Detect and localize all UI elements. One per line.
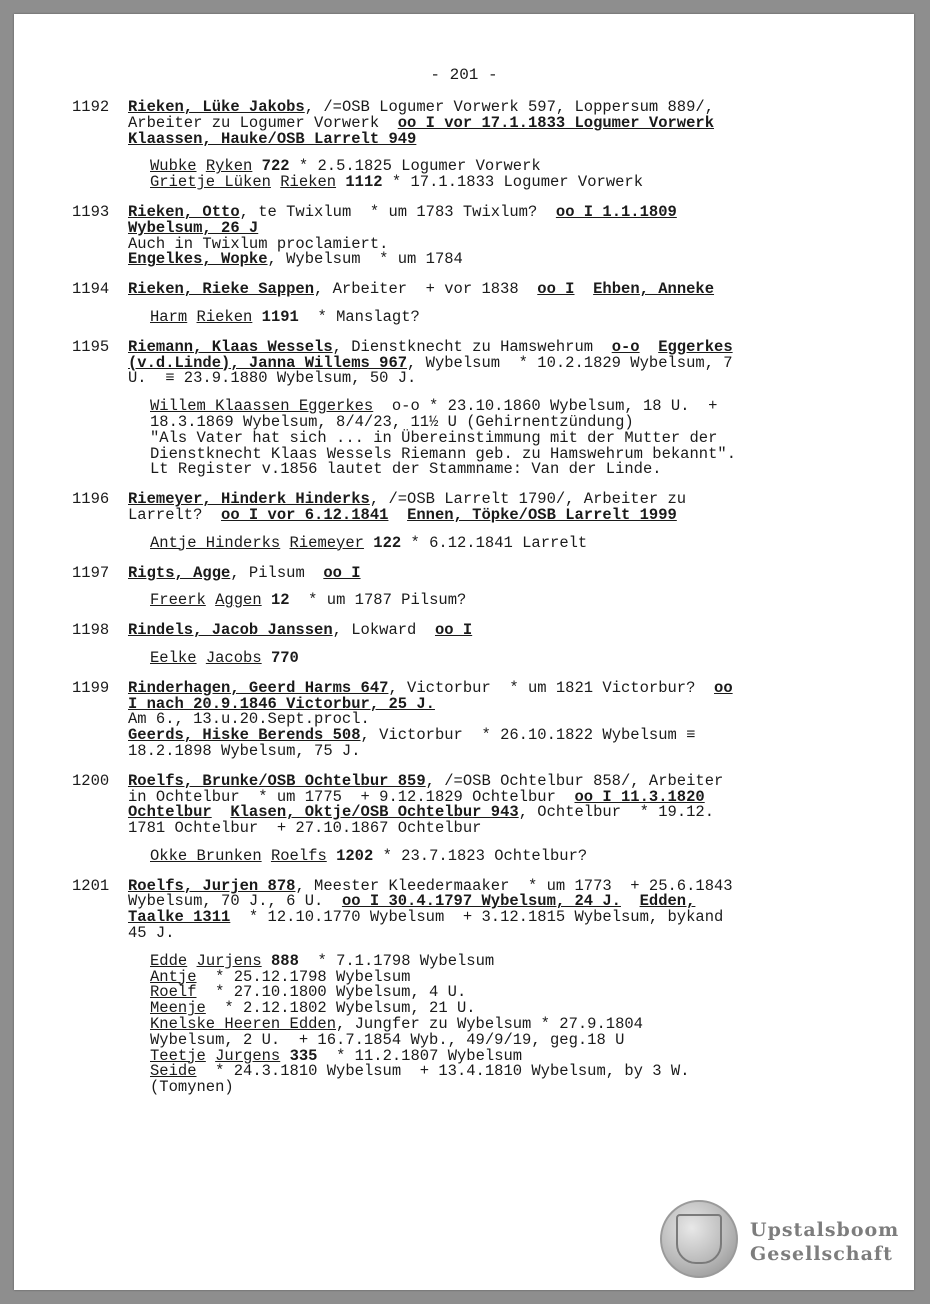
child-text: * 7.1.1798 Wybelsum [298,951,495,970]
child-line: "Als Vater hat sich ... in Übereinstimmung mit der Mutter der [150,428,718,447]
child-given-name: Eelke [150,648,197,667]
child-text: * 11.2.1807 Wybelsum [317,1046,523,1065]
child-line: 18.3.1869 Wybelsum, 8/4/23, 11½ U (Gehirnentzündung) [150,412,634,431]
child-text: * 17.1.1833 Logumer Vorwerk [382,173,644,192]
child-given-name: Wubke [150,157,197,176]
child-text: * 27.10.1800 Wybelsum, 4 U. [196,983,467,1002]
child-text: , Jungfer zu Wybelsum * 27.9.1804 [336,1015,643,1034]
spouse-name: Taalke 1311 [128,908,231,927]
child-given-name: Teetje [150,1046,206,1065]
entry-text: , Arbeiter + vor 1838 [314,280,538,299]
entry-line [128,623,852,639]
child-given-name: Seide [150,1062,197,1081]
child-given-name: Antje [150,967,197,986]
marriage-info: oo I [537,280,575,299]
society-name-line1: Upstalsboom [750,1219,900,1241]
entry-1201 [72,876,852,1097]
child-given-name: Roelf [150,983,197,1002]
entry-1200 [72,771,852,865]
entry-line: U. ≡ 23.9.1880 Wybelsum, 50 J. [128,369,417,388]
entry-line: 45 J. [128,924,175,943]
seal-emblem-icon [676,1214,722,1264]
child-text: o-o * 23.10.1860 Wybelsum, 18 U. + [373,397,718,416]
child-given-name: Antje Hinderks [150,533,281,552]
child-text: * um 1787 Pilsum? [289,591,467,610]
marriage-info: oo I [434,621,473,640]
entry-text: Larrelt? [128,505,222,524]
entry-1197 [72,563,852,610]
entry-text: , /=OSB Ochtelbur 858/, Arbeiter [425,771,724,790]
entry-body [128,282,852,326]
entry-text: , Victorbur * um 1821 Victorbur? [388,678,715,697]
entry-text: , Lokward [332,621,435,640]
spouse-name: (v.d.Linde), Janna Willems 967 [128,353,408,372]
marriage-info: oo I 11.3.1820 [574,787,705,806]
child-surname: Riemeyer [289,533,364,552]
society-name-line2: Gesellschaft [750,1243,893,1265]
child-line [128,846,852,865]
child-given-name: Knelske Heeren Edden [150,1015,337,1034]
entry-number: 1198 [72,621,110,640]
marriage-info: oo I vor 17.1.1833 Logumer Vorwerk [397,113,715,132]
child-line [128,307,852,326]
child-ref: 335 [289,1046,318,1065]
marriage-info: oo I [323,563,361,582]
entry-1193 [72,202,852,269]
child-text: * 25.12.1798 Wybelsum [196,967,411,986]
entry-body [128,876,852,1097]
spouse-name: Geerds, Hiske Berends 508 [128,726,361,745]
child-ref: 1202 [336,846,374,865]
spouse-name: Engelkes, Wopke [128,250,268,269]
person-name: Rieken, Otto [128,202,240,221]
spouse-name: Ehben, Anneke [593,280,715,299]
entry-text: , Pilsum [230,563,324,582]
entry-number: 1192 [72,98,110,116]
child-surname: Jurjens [196,951,262,970]
entry-line [128,910,852,926]
entry-1198 [72,623,852,667]
entry-1194 [72,282,852,326]
child-text: * 2.12.1802 Wybelsum, 21 U. [205,999,476,1018]
child-given-name: Grietje Lüken [150,173,271,192]
child-given-name: Edde [150,951,188,970]
child-given-name: Freerk [150,591,206,610]
entries-list [72,100,852,1110]
child-text: * 24.3.1810 Wybelsum + 13.4.1810 Wybelsum, by 3 W. [196,1062,690,1081]
child-line [128,593,852,609]
marriage-info: oo [714,678,733,697]
document-page [14,14,914,1290]
marriage-info: oo I 1.1.1809 [555,202,677,221]
entry-body [128,623,852,667]
person-name: Rieken, Rieke Sappen [128,280,315,299]
person-name: Riemann, Klaas Wessels [128,337,333,356]
child-ref: 1112 [345,173,383,192]
entry-line: Am 6., 13.u.20.Sept.procl. [128,710,370,729]
entry-text: * 12.10.1770 Wybelsum + 3.12.1815 Wybelsum, bykand [230,908,724,927]
child-line [128,533,852,552]
entry-line [128,505,852,524]
entry-text: , Ochtelbur * 19.12. [518,803,715,822]
child-surname: Ryken [205,157,253,176]
entry-line [128,252,852,268]
person-name: Roelfs, Brunke/OSB Ochtelbur 859 [128,771,426,790]
person-name: Rieken, Lüke Jakobs [128,98,305,116]
entry-line [128,563,852,582]
person-name: Roelfs, Jurjen 878 [128,876,296,895]
child-text: * 6.12.1841 Larrelt [401,533,588,552]
person-name: Rigts, Agge [128,563,231,582]
entry-body [128,678,852,760]
child-ref: 722 [261,157,290,176]
entry-text: , Victorbur * 26.10.1822 Wybelsum ≡ [360,726,696,745]
entry-line: Auch in Twixlum proclamiert. [128,234,389,253]
entry-body [128,771,852,865]
entry-line [128,282,852,298]
entry-text: in Ochtelbur * um 1775 + 9.12.1829 Ochtelbur [128,787,575,806]
child-ref: 12 [270,591,290,610]
marriage-info: Wybelsum, 26 J [128,218,259,237]
entry-1196 [72,492,852,551]
person-name: Rinderhagen, Geerd Harms 647 [128,678,389,697]
child-text: * 23.7.1823 Ochtelbur? [373,846,588,865]
spouse-name: Ennen, Töpke/OSB Larrelt 1999 [407,505,677,524]
child-line: Wybelsum, 2 U. + 16.7.1854 Wyb., 49/9/19, geg.18 U [150,1030,625,1049]
child-ref: 1191 [261,307,299,326]
entry-text: , /=OSB Larrelt 1790/, Arbeiter zu [369,490,687,509]
child-ref: 888 [270,951,299,970]
child-line: Dienstknecht Klaas Wessels Riemann geb. zu Hamswehrum bekannt". [150,444,736,463]
entry-number: 1199 [72,678,110,697]
child-line: Lt Register v.1856 lautet der Stammname: Van der Linde. [150,460,662,479]
person-name: Riemeyer, Hinderk Hinderks [128,490,370,509]
entry-number: 1193 [72,202,110,221]
person-name: Rindels, Jacob Janssen [128,621,333,640]
child-text: * 2.5.1825 Logumer Vorwerk [289,157,541,176]
child-given-name: Okke Brunken [150,846,262,865]
entry-text: , te Twixlum * um 1783 Twixlum? [239,202,556,221]
society-name [750,1218,899,1266]
entry-body [128,492,852,551]
entry-body [128,337,852,479]
child-surname: Aggen [215,591,262,610]
entry-text: , Meester Kleedermaaker * um 1773 + 25.6.1843 [295,876,733,895]
marriage-info: I nach 20.9.1846 Victorbur, 25 J. [128,694,435,713]
spouse-name: Edden, [639,892,696,911]
marriage-info: oo I vor 6.12.1841 [221,505,389,524]
child-line [128,175,852,191]
spouse-name: Eggerkes [658,337,733,356]
child-given-name: Meenje [150,999,206,1018]
marriage-info: o-o [611,337,640,356]
child-ref: 770 [270,648,299,667]
child-surname: Jurgens [215,1046,281,1065]
child-given-name: Harm [150,307,188,326]
entry-line: 18.2.1898 Wybelsum, 75 J. [128,741,361,760]
entry-1192 [72,100,852,191]
society-seal-icon [660,1200,738,1278]
child-surname: Jacobs [205,648,262,667]
entry-number: 1196 [72,490,110,509]
entry-number: 1200 [72,771,110,790]
entry-1199 [72,678,852,760]
entry-number: 1195 [72,337,110,356]
child-surname: Rieken [280,173,337,192]
child-ref: 122 [373,533,402,552]
entry-number: 1201 [72,876,110,895]
page-number: - 201 - [430,66,498,84]
entry-number: 1197 [72,563,110,582]
spouse-name: Klasen, Oktje/OSB Ochtelbur 943 [230,803,519,822]
entry-text: , /=OSB Logumer Vorwerk 597, Loppersum 889/, [304,98,715,116]
marriage-info: Ochtelbur [128,803,212,822]
entry-number: 1194 [72,280,110,299]
entry-body [128,202,852,269]
child-text: * Manslagt? [298,307,420,326]
entry-body [128,563,852,610]
entry-1195 [72,337,852,479]
entry-text: , Wybelsum * 10.2.1829 Wybelsum, 7 [407,353,733,372]
entry-text: , Wybelsum * um 1784 [267,250,463,269]
entry-text: Wybelsum, 70 J., 6 U. [128,892,342,911]
child-line: (Tomynen) [150,1078,234,1097]
entry-text: Arbeiter zu Logumer Vorwerk [128,113,398,132]
child-surname: Rieken [196,307,253,326]
entry-line [128,129,852,148]
child-surname: Roelfs [270,846,327,865]
child-line [128,648,852,667]
spouse-name: Klaassen, Hauke/OSB Larrelt 949 [128,129,417,148]
entry-text: , Dienstknecht zu Hamswehrum [332,337,612,356]
entry-line: 1781 Ochtelbur + 27.10.1867 Ochtelbur [128,819,482,838]
entry-body [128,100,852,191]
child-given-name: Willem Klaassen Eggerkes [150,397,374,416]
marriage-info: oo I 30.4.1797 Wybelsum, 24 J. [341,892,621,911]
child-line [128,1064,852,1080]
